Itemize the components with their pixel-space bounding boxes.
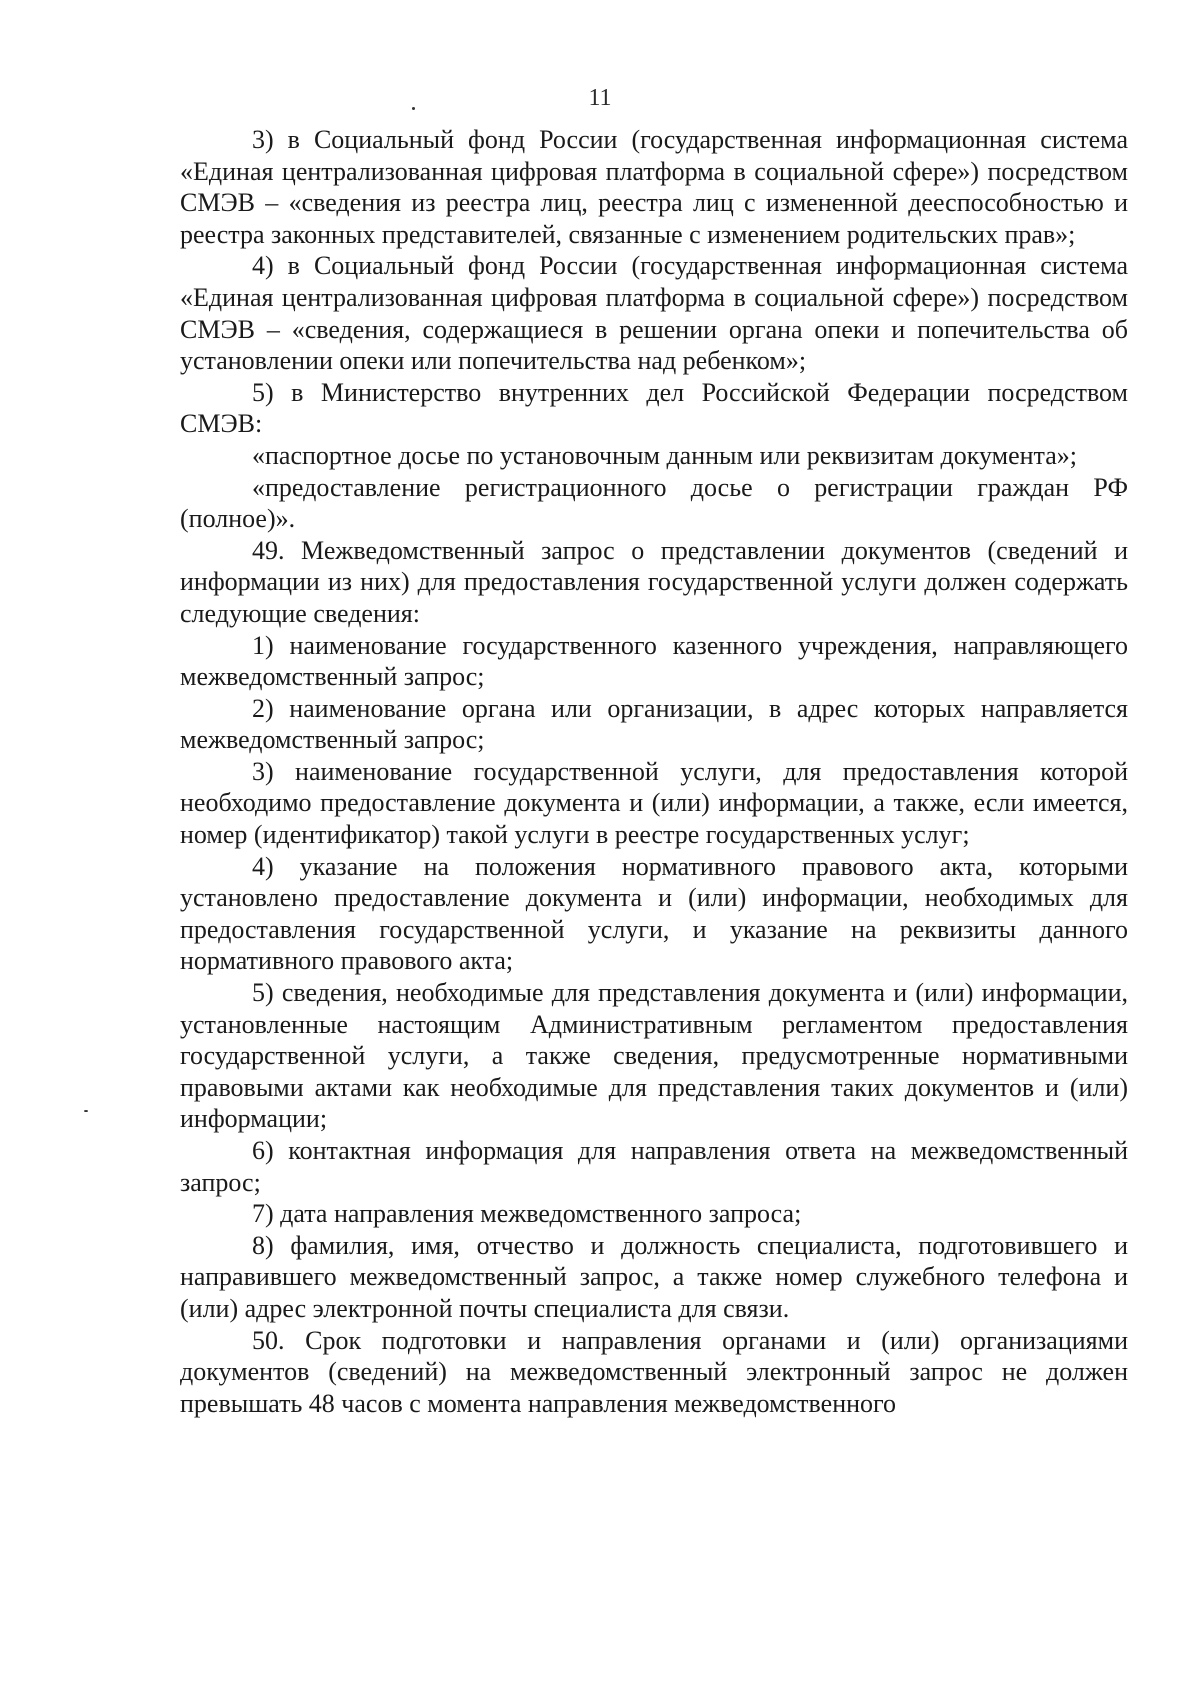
page-number: 11	[588, 85, 612, 111]
paragraph: 3) наименование государственной услуги, для предоставления которой необходимо предоставление документа и (или) информации, а также, если имеется, номер (идентификатор) такой услуги в реестре государственных услуг;	[180, 756, 1128, 850]
paragraph: 7) дата направления межведомственного запроса;	[252, 1199, 802, 1229]
paragraph: 4) указание на положения нормативного правового акта, которыми установлено предоставление документа и (или) информации, необходимых для предоставления государственной услуги, и указание на реквизиты данного нормативного правового акта;	[180, 851, 1128, 976]
paragraph: 2) наименование органа или организации, в адрес которых направляется межведомственный запрос;	[180, 693, 1128, 755]
paragraph: 49. Межведомственный запрос о представлении документов (сведений и информации из них) для предоставления государственной услуги должен содержать следующие сведения:	[180, 535, 1128, 628]
paragraph: «паспортное досье по установочным данным или реквизитам документа»;	[252, 440, 1077, 470]
scan-artifact	[412, 107, 415, 110]
paragraph: «предоставление регистрационного досье о регистрации граждан РФ (полное)».	[180, 472, 1128, 534]
paragraph: 50. Срок подготовки и направления органами и (или) организациями документов (сведений) на межведомственный электронный запрос не должен превышать 48 часов с момента направления межведомственного	[180, 1325, 1128, 1418]
paragraph: 1) наименование государственного казенного учреждения, направляющего межведомственный запрос;	[180, 630, 1128, 692]
paragraph: 4) в Социальный фонд России (государственная информационная система «Единая централизованная цифровая платформа в социальной сфере») посредством СМЭВ – «сведения, содержащиеся в решении органа опеки и попечительства об установлении опеки или попечительства над ребенком»;	[180, 251, 1128, 376]
scan-artifact	[84, 1110, 88, 1112]
paragraph: 5) сведения, необходимые для представления документа и (или) информации, установленные настоящим Административным регламентом предоставления государственной услуги, а также сведения, предусмотренные нормативными правовыми актами как необходимые для представления таких документов и (или) информации;	[180, 978, 1128, 1134]
paragraph: 5) в Министерство внутренних дел Российской Федерации посредством СМЭВ:	[180, 377, 1128, 439]
paragraph: 3) в Социальный фонд России (государственная информационная система «Единая централизованная цифровая платформа в социальной сфере») посредством СМЭВ – «сведения из реестра лиц, реестра лиц с измененной дееспособностью и реестра законных представителей, связанные с изменением родительских прав»;	[180, 125, 1128, 249]
paragraph: 6) контактная информация для направления ответа на межведомственный запрос;	[180, 1136, 1128, 1197]
document-body	[180, 124, 1128, 1419]
paragraph: 8) фамилия, имя, отчество и должность специалиста, подготовившего и направившего межведомственный запрос, а также номер служебного телефона и (или) адрес электронной почты специалиста для связи.	[180, 1230, 1128, 1323]
